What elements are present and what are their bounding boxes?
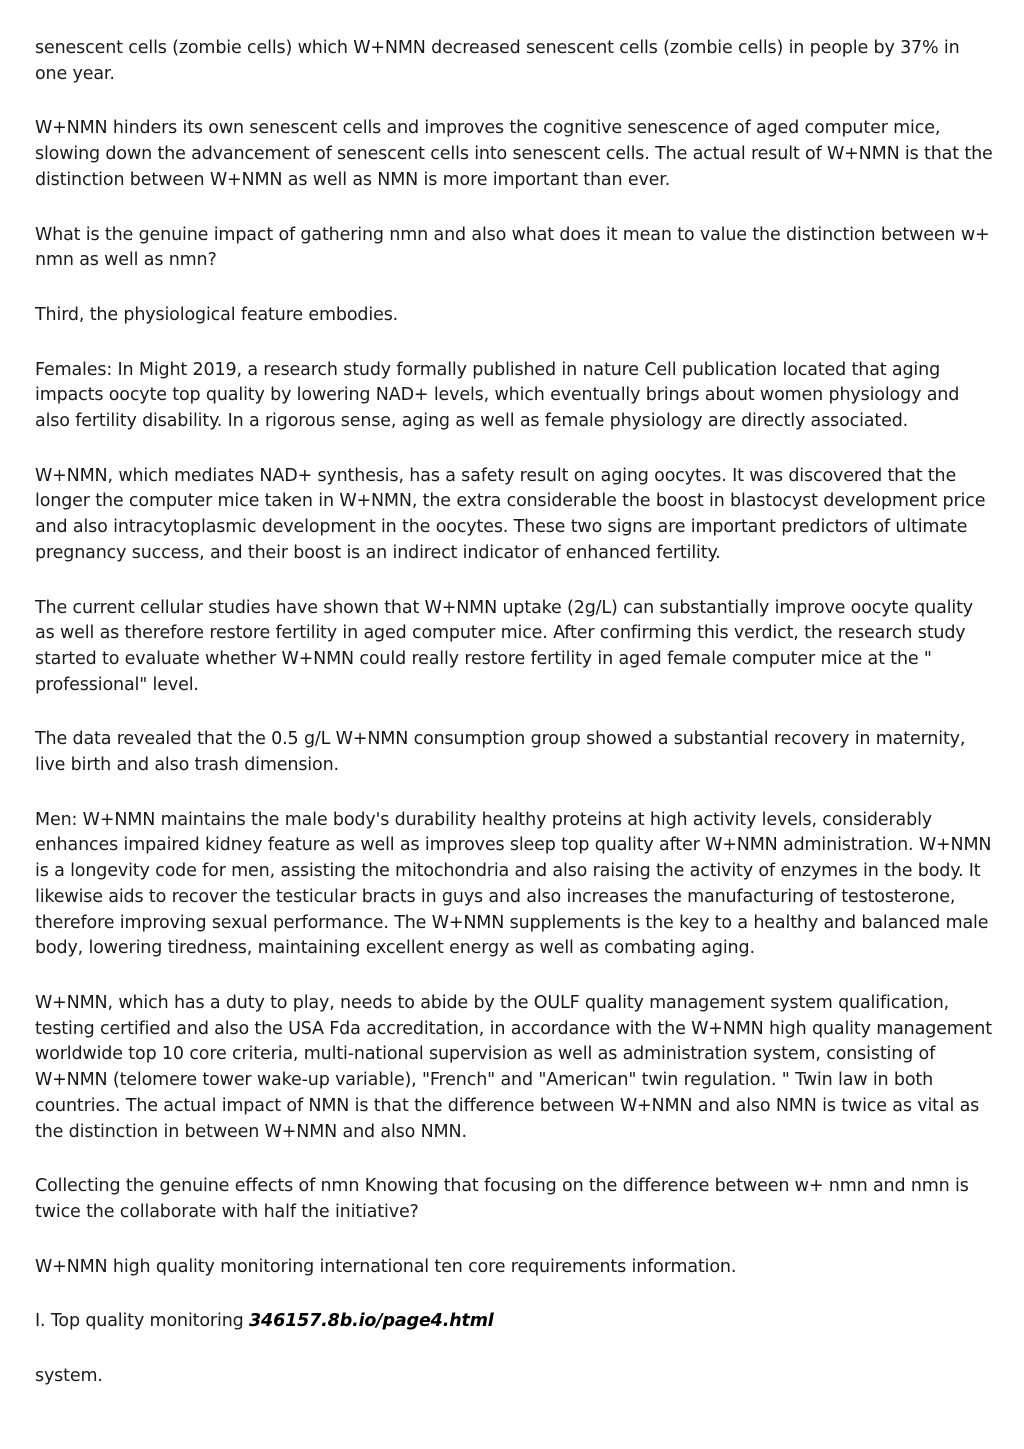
paragraph-final: system. — [35, 1366, 103, 1387]
paragraph-10: W+NMN, which has a duty to play, needs to abide by the OULF quality management system qualification, testing certified and also the USA Fda accreditation, in accordance with the W+NMN high quality management worldwide top 10 core criteria, multi-national supervision as well as administration system, consisting of W+NMN (telomere tower wake-up variable), "French" and "American" twin regulation. " Twin law in both countries. The actual impact of NMN is that the difference between W+NMN and also NMN is twice as vital as the distinction in between W+NMN and also NMN. — [35, 992, 992, 1142]
paragraph-link — [35, 1309, 995, 1335]
paragraph-9: Men: W+NMN maintains the male body's durability healthy proteins at high activity levels, considerably enhances impaired kidney feature as well as improves sleep top quality after W+NMN administration. W+NMN is a longevity code for men, assisting the mitochondria and also raising the activity of enzymes in the body. It likewise aids to recover the testicular bracts in guys and also increases the manufacturing of testosterone, therefore improving sexual performance. The W+NMN supplements is the key to a healthy and balanced male body, lowering tiredness, maintaining excellent energy as well as combating aging. — [35, 809, 992, 959]
paragraph-8: The data revealed that the 0.5 g/L W+NMN consumption group showed a substantial recovery in maternity, live birth and also trash dimension. — [35, 729, 966, 776]
paragraph-11: Collecting the genuine effects of nmn Knowing that focusing on the difference between w+ nmn and nmn is twice the collaborate with half the initiative? — [35, 1176, 969, 1222]
link-prefix: I. Top quality monitoring — [35, 1311, 250, 1332]
paragraph-2: W+NMN hinders its own senescent cells and improves the cognitive senescence of aged computer mice, slowing down the advancement of senescent cells into senescent cells. The actual result of W+NMN is that the distinction between W+NMN as well as NMN is more important than ever. — [35, 118, 993, 190]
paragraph-3: What is the genuine impact of gathering nmn and also what does it mean to value the distinction between w+ nmn as well as nmn? — [35, 224, 990, 271]
paragraph-5: Females: In Might 2019, a research study formally published in nature Cell publication located that aging impacts oocyte top quality by lowering NAD+ levels, which eventually brings about women physiology and also fertility disability. In a rigorous sense, aging as well as female physiology are directly associated. — [35, 359, 960, 432]
paragraph-6: W+NMN, which mediates NAD+ synthesis, has a safety result on aging oocytes. It was discovered that the longer the computer mice taken in W+NMN, the extra considerable the boost in blastocyst development price and also intracytoplasmic development in the oocytes. These two signs are important predictors of ultimate pregnancy success, and their boost is an indirect indicator of enhanced fertility. — [35, 465, 986, 563]
paragraph-7: The current cellular studies have shown that W+NMN uptake (2g/L) can substantially improve oocyte quality as well as therefore restore fertility in aged computer mice. After confirming this verdict, the research study started to evaluate whether W+NMN could really restore fertility in aged female computer mice at the " professional" level. — [35, 597, 973, 695]
paragraph-1: senescent cells (zombie cells) which W+NMN decreased senescent cells (zombie cells) in people by 37% in one year. — [35, 38, 960, 84]
page-link[interactable]: 346157.8b.io/page4.html — [249, 1311, 494, 1332]
paragraph-4: Third, the physiological feature embodies. — [35, 304, 399, 325]
paragraph-12: W+NMN high quality monitoring international ten core requirements information. — [35, 1256, 737, 1277]
document-body — [35, 36, 995, 1419]
